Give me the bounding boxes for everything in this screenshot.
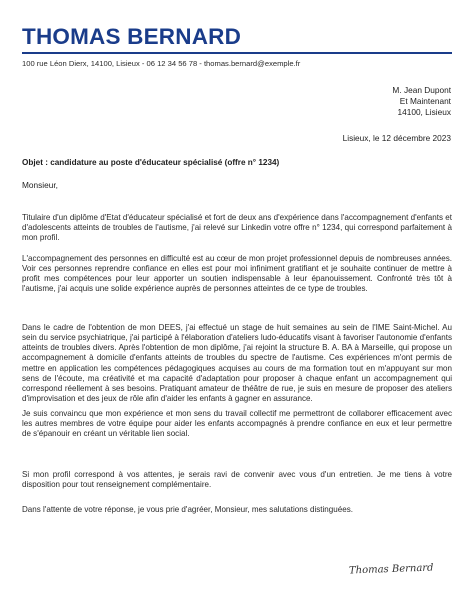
recipient-city: 14100, Lisieux: [397, 107, 451, 117]
paragraph-motivation: L'accompagnement des personnes en difficulté est au cœur de mon projet professionnel depuis de nombreuses années. Voir ces personnes reprendre confiance en elles est pour moi infiniment gratifiant et je souhaite continuer de mettre à profit mes compétences pour leur apporter un soutien indispensable à leur épanouissement. Confronté très tôt à l'autisme, j'ai acquis une solide expérience auprès de personnes atteintes de ce type de troubles.: [22, 254, 452, 294]
paragraph-experience: Dans le cadre de l'obtention de mon DEES, j'ai effectué un stage de huit semaines au sein de l'IME Saint-Michel. Au sein du service psychiatrique, j'ai participé à l'élaboration d'ateliers ludo-éducatifs visant à favoriser l'autonomie d'enfants atteints de troubles divers. Après l'obtention de mon diplôme, j'ai rejoint la structure B. A. BA à Marseille, qui propose un accompagnement à domicile d'enfants atteints de troubles du spectre de l'autisme. Ces expériences m'ont permis de mettre en application les compétences pédagogiques acquises au cours de ma formation tout en m'appuyant sur mon sens de l'écoute, ma créativité et ma capacité d'adaptation pour proposer à chaque enfant un accompagnement qui correspond réellement à ses besoins. Pratiquant amateur de théâtre de rue, je suis en mesure de proposer des ateliers d'improvisation et des jeux de rôle afin d'aider les enfants à gagner en assurance.: [22, 323, 452, 404]
paragraph-interview: Si mon profil correspond à vos attentes, je serais ravi de convenir avec vous d'un entretien. Je me tiens à votre disposition pour tout renseignement complémentaire.: [22, 470, 452, 490]
recipient-name: M. Jean Dupont: [392, 85, 451, 95]
letter-subject: Objet : candidature au poste d'éducateur spécialisé (offre n° 1234): [22, 158, 280, 167]
paragraph-teamwork: Je suis convaincu que mon expérience et mon sens du travail collectif me permettront de collaborer efficacement avec les autres membres de votre équipe pour aider les enfants accompagnés à prendre confiance en eux et leur permettre de s'épanouir en créant un véritable lien social.: [22, 409, 452, 439]
letter-date: Lisieux, le 12 décembre 2023: [342, 133, 451, 143]
handwritten-signature: Thomas Bernard: [349, 562, 435, 577]
paragraph-introduction: Titulaire d'un diplôme d'Etat d'éducateur spécialisé et fort de deux ans d'expérience dans l'accompagnement d'enfants et d'adolescents atteints de troubles de l'autisme, j'ai relevé sur Linkedin votre offre n° 1234, qui correspond parfaitement à mon profil.: [22, 213, 452, 243]
salutation: Monsieur,: [22, 180, 58, 190]
header-divider: [22, 52, 452, 54]
recipient-block: [392, 85, 451, 118]
recipient-company: Et Maintenant: [399, 96, 451, 106]
sender-name: THOMAS BERNARD: [22, 24, 242, 49]
sender-contact: 100 rue Léon Dierx, 14100, Lisieux - 06 12 34 56 78 - thomas.bernard@exemple.fr: [22, 59, 301, 68]
paragraph-closing: Dans l'attente de votre réponse, je vous prie d'agréer, Monsieur, mes salutations distinguées.: [22, 505, 353, 514]
